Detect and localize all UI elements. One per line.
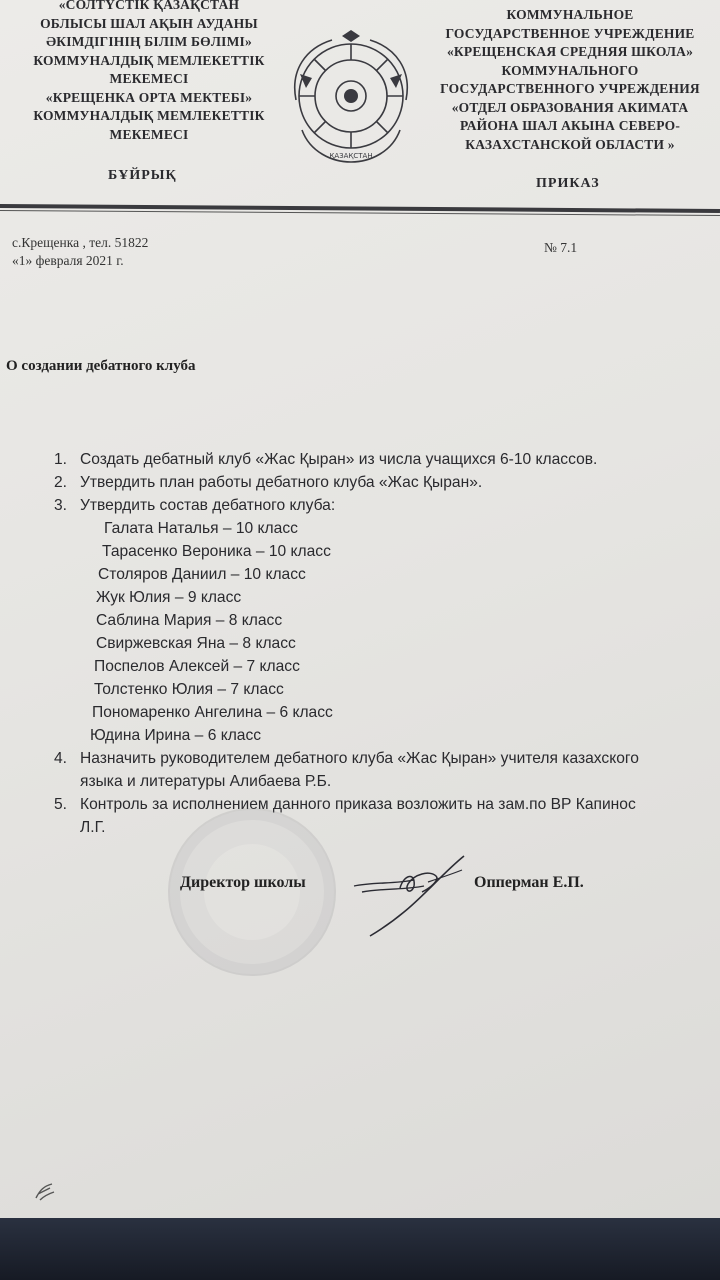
signatory-role: Директор школы bbox=[180, 874, 306, 891]
member-entry: Пономаренко Ангелина – 6 класс bbox=[92, 704, 333, 721]
faded-stamp bbox=[168, 808, 336, 976]
order-title-ru: ПРИКАЗ bbox=[536, 176, 600, 191]
signatory-name: Опперман Е.П. bbox=[474, 874, 584, 891]
item-number: 5. bbox=[54, 796, 68, 813]
item-number: 2. bbox=[54, 474, 68, 491]
header-ru-line: КОММУНАЛЬНОГО bbox=[501, 62, 639, 78]
header-kz-line: МЕКЕМЕСІ bbox=[109, 126, 189, 142]
header-ru-line: «КРЕЩЕНСКАЯ СРЕДНЯЯ ШКОЛА» bbox=[446, 44, 694, 59]
member-entry: Жук Юлия – 9 класс bbox=[96, 589, 242, 606]
header-ru-line: ГОСУДАРСТВЕННОЕ УЧРЕЖДЕНИЕ bbox=[445, 25, 695, 41]
member-entry: Саблина Мария – 8 класс bbox=[96, 612, 283, 629]
order-item bbox=[54, 793, 720, 816]
member-entry: Толстенко Юлия – 7 класс bbox=[94, 681, 284, 698]
order-item bbox=[54, 471, 720, 494]
member-entry: Свиржевская Яна – 8 класс bbox=[96, 635, 296, 652]
item-text: Утвердить план работы дебатного клуба «Жас Қыран». bbox=[80, 474, 483, 491]
item-text: Утвердить состав дебатного клуба: bbox=[80, 497, 336, 514]
header-kz-line: МЕКЕМЕСІ bbox=[109, 71, 189, 86]
order-title-kz: БҰЙРЫҚ bbox=[108, 168, 177, 183]
header-ru-line: «ОТДЕЛ ОБРАЗОВАНИЯ АКИМАТА bbox=[451, 99, 689, 115]
member-entry: Поспелов Алексей – 7 класс bbox=[94, 658, 300, 675]
date-line: «1» февраля 2021 г. bbox=[12, 253, 124, 268]
item-text: Контроль за исполнением данного приказа возложить на зам.по ВР Капинос bbox=[80, 796, 636, 813]
document-meta bbox=[12, 234, 148, 270]
order-body bbox=[54, 448, 720, 839]
header-ru-line: КАЗАХСТАНСКОЙ ОБЛАСТИ » bbox=[465, 136, 675, 152]
header-kz-line: ОБЛЫСЫ ШАЛ АҚЫН АУДАНЫ bbox=[40, 15, 258, 31]
header-ru-line: ГОСУДАРСТВЕННОГО УЧРЕЖДЕНИЯ bbox=[440, 81, 700, 96]
header-kz-line: КОММУНАЛДЫҚ МЕМЛЕКЕТТІК bbox=[33, 52, 265, 68]
order-subject: О создании дебатного клуба bbox=[6, 358, 196, 374]
member-entry: Столяров Даниил – 10 класс bbox=[98, 566, 306, 583]
order-item bbox=[54, 747, 720, 770]
member-entry: Юдина Ирина – 6 класс bbox=[90, 727, 262, 744]
handwritten-signature bbox=[344, 852, 474, 938]
paper-scuff-mark bbox=[32, 1180, 58, 1202]
item-text: Назначить руководителем дебатного клуба «Жас Қыран» учителя казахского bbox=[80, 750, 639, 767]
header-kz-line: «КРЕЩЕНКА ОРТА МЕКТЕБІ» bbox=[45, 89, 253, 105]
background-floor bbox=[0, 1218, 720, 1280]
header-kz-line: КОММУНАЛДЫҚ МЕМЛЕКЕТТІК bbox=[33, 108, 265, 123]
order-item bbox=[54, 494, 720, 517]
item-text: Создать дебатный клуб «Жас Қыран» из числа учащихся 6-10 классов. bbox=[80, 451, 598, 468]
item-text-continued: Л.Г. bbox=[80, 819, 106, 836]
member-entry: Тарасенко Вероника – 10 класс bbox=[102, 543, 331, 560]
location-line: с.Крещенка , тел. 51822 bbox=[12, 235, 149, 250]
header-kz-line: «СОЛТҮСТІК ҚАЗАҚСТАН bbox=[58, 0, 240, 12]
club-members-list bbox=[54, 517, 720, 747]
header-kz-line: ӘКІМДІГІНІҢ БІЛІМ БӨЛІМІ» bbox=[46, 34, 252, 49]
header-ru-line: РАЙОНА ШАЛ АКЫНА СЕВЕРО- bbox=[459, 118, 681, 133]
kazakhstan-emblem-icon bbox=[288, 30, 414, 166]
order-number: № 7.1 bbox=[544, 240, 578, 255]
item-number: 1. bbox=[54, 451, 68, 468]
header-kazakh bbox=[8, 0, 290, 144]
member-entry: Галата Наталья – 10 класс bbox=[104, 520, 298, 537]
emblem-label: ҚАЗАҚСТАН bbox=[329, 152, 373, 160]
header-russian bbox=[420, 6, 720, 154]
item-number: 4. bbox=[54, 750, 68, 767]
order-item bbox=[54, 448, 720, 471]
item-text-continued: языка и литературы Алибаева Р.Б. bbox=[80, 773, 332, 790]
item-number: 3. bbox=[54, 497, 68, 514]
header-ru-line: КОММУНАЛЬНОЕ bbox=[506, 7, 634, 22]
